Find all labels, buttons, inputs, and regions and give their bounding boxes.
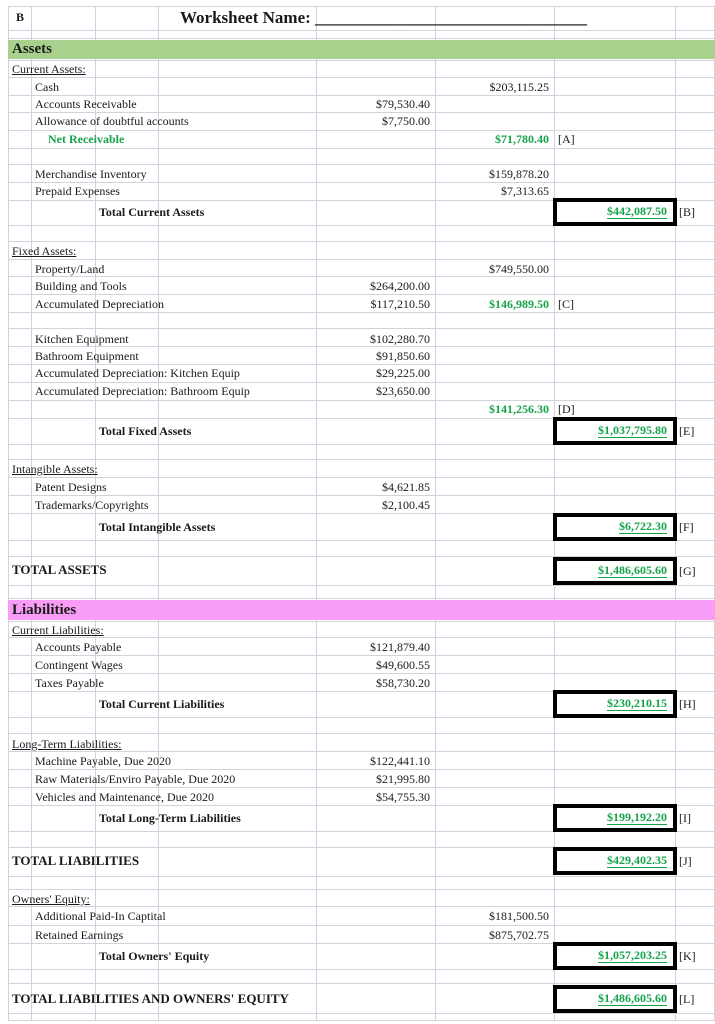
row-line (8, 312, 715, 313)
total-assets-box (553, 557, 677, 585)
row-line (8, 673, 715, 674)
row-line (8, 477, 715, 478)
row-line (8, 130, 715, 131)
tag-k: [K] (679, 949, 696, 963)
tag-f: [F] (679, 520, 694, 534)
land-label: Property/Land (35, 262, 105, 276)
total-liabilities-box (553, 847, 677, 875)
row-line (8, 60, 715, 61)
col-line (158, 6, 159, 1020)
tag-j: [J] (679, 854, 692, 868)
total-current-liabilities-value: $230,210.15 (607, 696, 667, 710)
prepaid-label: Prepaid Expenses (35, 184, 120, 198)
total-liabilities-value: $429,402.35 (607, 853, 667, 867)
row-line (8, 655, 715, 656)
row-line (8, 751, 715, 752)
total-owners-equity-box (553, 942, 677, 970)
total-current-assets-value: $442,087.50 (607, 204, 667, 218)
col-line (435, 6, 436, 1020)
tag-e: [E] (679, 424, 695, 438)
total-liabilities-label: TOTAL LIABILITIES (12, 853, 140, 868)
row-line (8, 30, 715, 31)
total-long-term-value: $199,192.20 (607, 810, 667, 824)
accum-dep-value: $117,210.50 (370, 297, 430, 311)
allowance-value: $7,750.00 (382, 114, 430, 128)
col-line (316, 6, 317, 1020)
col-line (8, 6, 9, 1020)
row-line (8, 983, 715, 984)
row-line (8, 112, 715, 113)
total-fixed-assets-label: Total Fixed Assets (99, 424, 192, 438)
total-fixed-assets-box (553, 417, 677, 445)
liabilities-band (8, 600, 715, 620)
equipment-net-value: $141,256.30 (489, 402, 549, 416)
row-line (8, 364, 715, 365)
bathroom-value: $91,850.60 (376, 349, 430, 363)
cash-value: $203,115.25 (489, 80, 549, 94)
vehicles-value: $54,755.30 (376, 790, 430, 804)
row-line (8, 495, 715, 496)
intangible-assets-label: Intangible Assets: (12, 462, 98, 476)
land-value: $749,550.00 (489, 262, 549, 276)
row-line (8, 182, 715, 183)
trademark-value: $2,100.45 (382, 498, 430, 512)
total-liab-equity-value: $1,486,605.60 (598, 991, 667, 1005)
ap-label: Accounts Payable (35, 640, 122, 654)
row-line (8, 876, 715, 877)
row-line (8, 276, 715, 277)
row-line (8, 400, 715, 401)
row-line (8, 598, 715, 599)
allowance-label: Allowance of doubtful accounts (35, 114, 189, 128)
total-owners-equity-label: Total Owners' Equity (99, 949, 210, 963)
assets-heading: Assets (12, 41, 52, 57)
owners-equity-label: Owners' Equity: (12, 892, 90, 906)
total-owners-equity-value: $1,057,203.25 (598, 948, 667, 962)
corner-cell: B (16, 10, 25, 24)
ar-value: $79,530.40 (376, 97, 430, 111)
taxes-value: $58,730.20 (376, 676, 430, 690)
vehicles-label: Vehicles and Maintenance, Due 2020 (35, 790, 214, 804)
row-line (8, 294, 715, 295)
building-value: $264,200.00 (370, 279, 430, 293)
total-liab-equity-label: TOTAL LIABILITIES AND OWNERS' EQUITY (12, 991, 289, 1006)
trademark-label: Trademarks/Copyrights (35, 498, 149, 512)
total-assets-label: TOTAL ASSETS (12, 562, 107, 577)
current-liabilities-label: Current Liabilities: (12, 623, 104, 637)
retained-earnings-label: Retained Earnings (35, 928, 124, 942)
assets-band (8, 40, 715, 59)
bathroom-label: Bathroom Equipment (35, 349, 139, 363)
bathroom-dep-value: $23,650.00 (376, 384, 430, 398)
taxes-label: Taxes Payable (35, 676, 104, 690)
kitchen-value: $102,280.70 (370, 332, 430, 346)
fixed-assets-label: Fixed Assets: (12, 244, 77, 258)
row-line (8, 241, 715, 242)
machine-label: Machine Payable, Due 2020 (35, 754, 171, 768)
total-long-term-label: Total Long-Term Liabilities (99, 811, 241, 825)
row-line (8, 164, 715, 165)
tag-a: [A] (558, 132, 575, 146)
row-line (8, 925, 715, 926)
net-receivable-label: Net Receivable (48, 132, 125, 146)
worksheet-title: Worksheet Name: ________________________________ (180, 8, 588, 27)
row-line (8, 621, 715, 622)
ap-value: $121,879.40 (370, 640, 430, 654)
row-line (8, 6, 715, 7)
kitchen-dep-label: Accumulated Depreciation: Kitchen Equip (35, 366, 240, 380)
net-receivable-value: $71,780.40 (495, 132, 549, 146)
row-line (8, 769, 715, 770)
machine-value: $122,441.10 (370, 754, 430, 768)
row-line (8, 1020, 715, 1021)
kitchen-label: Kitchen Equipment (35, 332, 129, 346)
row-line (8, 637, 715, 638)
tag-l: [L] (679, 992, 695, 1006)
total-liab-equity-box (553, 985, 677, 1013)
raw-materials-value: $21,995.80 (376, 772, 430, 786)
kitchen-dep-value: $29,225.00 (376, 366, 430, 380)
total-intangible-box (553, 513, 677, 541)
total-current-liabilities-box (553, 690, 677, 718)
row-line (8, 148, 715, 149)
bathroom-dep-label: Accumulated Depreciation: Bathroom Equip (35, 384, 250, 398)
row-line (8, 906, 715, 907)
retained-earnings-value: $875,702.75 (489, 928, 549, 942)
row-line (8, 733, 715, 734)
current-assets-label: Current Assets: (12, 62, 86, 76)
row-line (8, 259, 715, 260)
total-intangible-label: Total Intangible Assets (99, 520, 216, 534)
row-line (8, 382, 715, 383)
row-line (8, 328, 715, 329)
total-assets-value: $1,486,605.60 (598, 563, 667, 577)
total-intangible-value: $6,722.30 (619, 519, 667, 533)
inventory-value: $159,878.20 (489, 167, 549, 181)
total-fixed-assets-value: $1,037,795.80 (598, 423, 667, 437)
apic-value: $181,500.50 (489, 909, 549, 923)
tag-g: [G] (679, 564, 696, 578)
row-line (8, 77, 715, 78)
tag-b: [B] (679, 205, 695, 219)
row-line (8, 38, 715, 39)
tag-i: [I] (679, 811, 691, 825)
ar-label: Accounts Receivable (35, 97, 137, 111)
cash-label: Cash (35, 80, 59, 94)
tag-h: [H] (679, 697, 696, 711)
total-current-liabilities-label: Total Current Liabilities (99, 697, 225, 711)
tag-c: [C] (558, 297, 574, 311)
wages-label: Contingent Wages (35, 658, 123, 672)
wages-value: $49,600.55 (376, 658, 430, 672)
building-net-value: $146,989.50 (489, 297, 549, 311)
patent-value: $4,621.85 (382, 480, 430, 494)
total-long-term-box (553, 804, 677, 832)
building-label: Building and Tools (35, 279, 127, 293)
row-line (8, 459, 715, 460)
row-line (8, 787, 715, 788)
prepaid-value: $7,313.65 (501, 184, 549, 198)
patent-label: Patent Designs (35, 480, 107, 494)
long-term-liabilities-label: Long-Term Liabilities: (12, 737, 122, 751)
liabilities-heading: Liabilities (12, 602, 77, 618)
row-line (8, 95, 715, 96)
total-current-assets-box (553, 198, 677, 226)
row-line (8, 346, 715, 347)
total-current-assets-label: Total Current Assets (99, 205, 205, 219)
raw-materials-label: Raw Materials/Enviro Payable, Due 2020 (35, 772, 236, 786)
apic-label: Additional Paid-In Captital (35, 909, 166, 923)
tag-d: [D] (558, 402, 575, 416)
row-line (8, 889, 715, 890)
accum-dep-label: Accumulated Depreciation (35, 297, 164, 311)
row-line (8, 585, 715, 586)
inventory-label: Merchandise Inventory (35, 167, 147, 181)
row-line (8, 1013, 715, 1014)
